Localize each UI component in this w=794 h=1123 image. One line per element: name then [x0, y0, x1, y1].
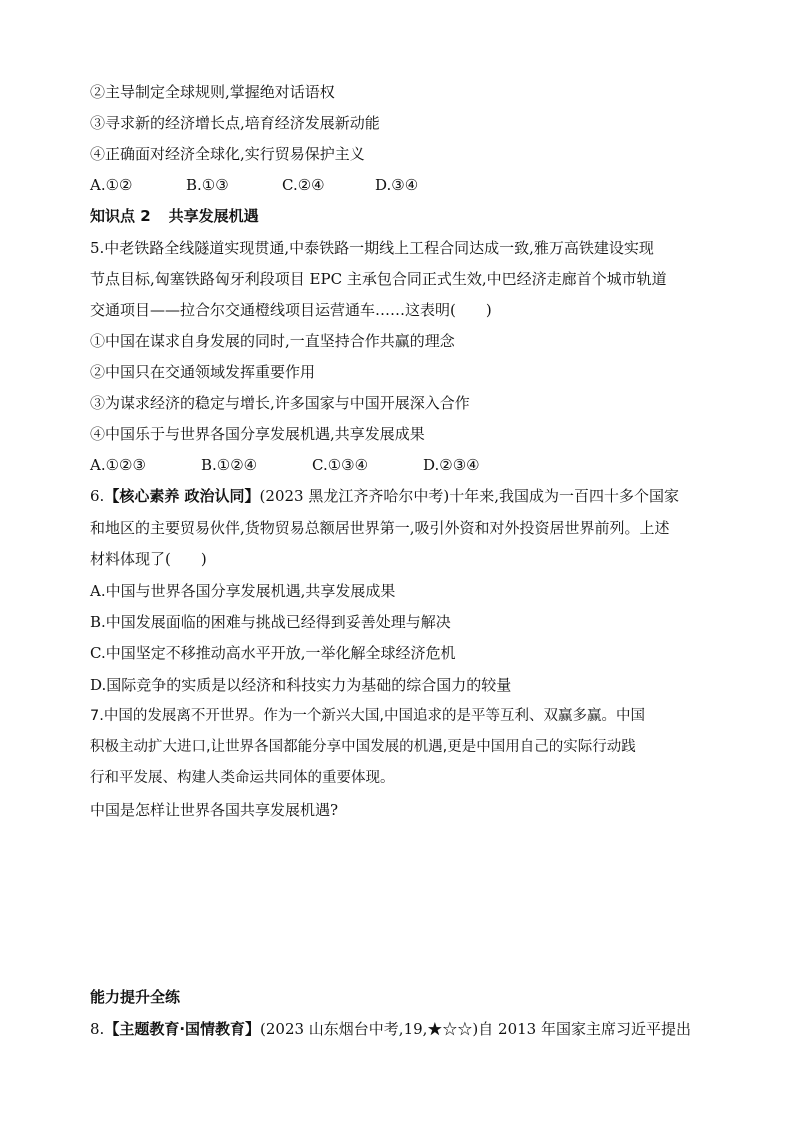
q8-tag: 【主题教育·国情教育】: [104, 1020, 261, 1038]
q4-choice-a: A.①②: [90, 176, 133, 194]
q6-stem-text: (2023 黑龙江齐齐哈尔中考)十年来,我国成为一百四十多个国家: [259, 487, 679, 505]
q8-stem-text: (2023 山东烟台中考,19,★☆☆)自 2013 年国家主席习近平提出: [260, 1020, 691, 1038]
q6-option-d: D.国际竞争的实质是以经济和科技实力为基础的综合国力的较量: [90, 676, 512, 694]
q8-stem-line-1: [90, 1019, 691, 1039]
q7-material-line-2: 积极主动扩大进口,让世界各国都能分享中国发展的机遇,更是中国用自己的实际行动践: [90, 739, 636, 755]
q6-number: 6.: [90, 487, 105, 505]
q7-material-line-1: 7.中国的发展离不开世界。作为一个新兴大国,中国追求的是平等互利、双赢多赢。中国: [90, 708, 645, 724]
q8-number: 8.: [90, 1020, 105, 1038]
q6-option-c: C.中国坚定不移推动高水平开放,一举化解全球经济危机: [90, 644, 456, 662]
q5-stem-line-1: 5.中老铁路全线隧道实现贯通,中泰铁路一期线上工程合同达成一致,雅万高铁建设实现: [90, 239, 654, 257]
q4-choice-c: C.②④: [282, 176, 325, 194]
q5-stem-line-2: 节点目标,匈塞铁路匈牙利段项目 EPC 主承包合同正式生效,中巴经济走廊首个城市轨道: [90, 270, 667, 288]
q6-stem-line-1: [90, 486, 679, 506]
q5-choice-c: C.①③④: [312, 456, 369, 474]
q4-option-2: ②主导制定全球规则,掌握绝对话语权: [90, 83, 335, 101]
section-label: 知识点 2: [90, 207, 151, 225]
q5-statement-4: ④中国乐于与世界各国分享发展机遇,共享发展成果: [90, 425, 425, 443]
q4-choices: [90, 175, 418, 195]
q6-tag: 【核心素养 政治认同】: [104, 487, 260, 505]
q6-option-a: A.中国与世界各国分享发展机遇,共享发展成果: [90, 582, 396, 600]
section-title: 共享发展机遇: [168, 207, 259, 225]
q5-stem-line-3: 交通项目——拉合尔交通橙线项目运营通车……这表明( ): [90, 301, 492, 319]
q6-stem-line-2: 和地区的主要贸易伙伴,货物贸易总额居世界第一,吸引外资和对外投资居世界前列。上述: [90, 519, 670, 537]
q5-choice-a: A.①②③: [90, 456, 146, 474]
q6-option-b: B.中国发展面临的困难与挑战已经得到妥善处理与解决: [90, 613, 451, 631]
q5-choice-b: B.①②④: [201, 456, 258, 474]
q7-question: 中国是怎样让世界各国共享发展机遇?: [90, 801, 339, 819]
q4-choice-b: B.①③: [186, 176, 229, 194]
section-heading-2: [90, 206, 259, 226]
q5-statement-2: ②中国只在交通领域发挥重要作用: [90, 363, 316, 381]
q5-statement-3: ③为谋求经济的稳定与增长,许多国家与中国开展深入合作: [90, 394, 470, 412]
q5-choices: [90, 455, 480, 475]
q4-choice-d: D.③④: [375, 176, 419, 194]
q4-option-4: ④正确面对经济全球化,实行贸易保护主义: [90, 145, 365, 163]
q5-statement-1: ①中国在谋求自身发展的同时,一直坚持合作共赢的理念: [90, 332, 455, 350]
q6-stem-line-3: 材料体现了( ): [90, 550, 207, 568]
q7-material-line-3: 行和平发展、构建人类命运共同体的重要体现。: [90, 770, 395, 786]
q4-option-3: ③寻求新的经济增长点,培育经济发展新动能: [90, 114, 380, 132]
q5-choice-d: D.②③④: [423, 456, 480, 474]
section-heading-3: 能力提升全练: [90, 988, 181, 1006]
